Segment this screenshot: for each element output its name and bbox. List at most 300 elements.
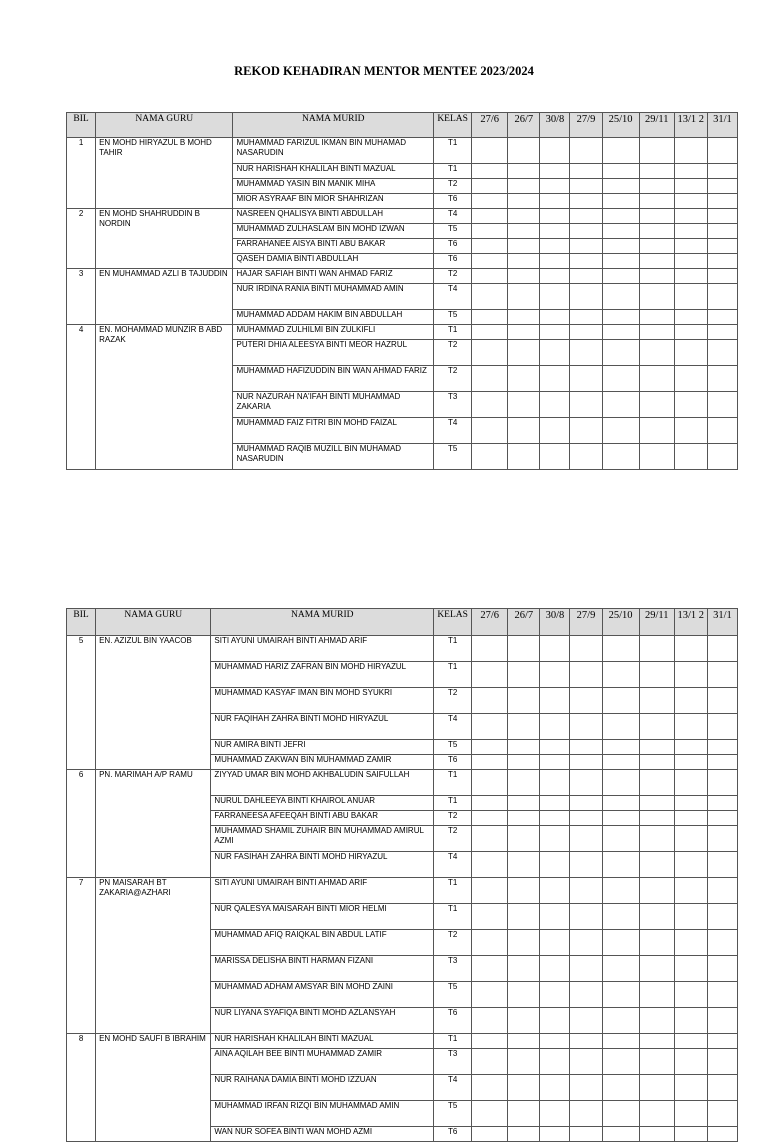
- attendance-cell[interactable]: [540, 194, 570, 209]
- attendance-cell[interactable]: [674, 1101, 707, 1127]
- attendance-cell[interactable]: [639, 325, 674, 340]
- attendance-cell[interactable]: [540, 878, 570, 904]
- attendance-cell[interactable]: [570, 1008, 602, 1034]
- attendance-cell[interactable]: [602, 688, 639, 714]
- attendance-cell[interactable]: [674, 930, 707, 956]
- attendance-cell[interactable]: [540, 904, 570, 930]
- attendance-cell[interactable]: [540, 179, 570, 194]
- attendance-cell[interactable]: [674, 956, 707, 982]
- attendance-cell[interactable]: [540, 418, 570, 444]
- attendance-cell[interactable]: [707, 714, 737, 740]
- attendance-cell[interactable]: [639, 1008, 674, 1034]
- attendance-cell[interactable]: [472, 770, 508, 796]
- attendance-cell[interactable]: [602, 1008, 639, 1034]
- attendance-cell[interactable]: [602, 164, 639, 179]
- attendance-cell[interactable]: [570, 194, 602, 209]
- attendance-cell[interactable]: [570, 269, 602, 284]
- attendance-cell[interactable]: [639, 209, 674, 224]
- attendance-cell[interactable]: [707, 194, 737, 209]
- attendance-cell[interactable]: [540, 269, 570, 284]
- attendance-cell[interactable]: [472, 878, 508, 904]
- attendance-cell[interactable]: [540, 340, 570, 366]
- attendance-cell[interactable]: [674, 325, 707, 340]
- attendance-cell[interactable]: [570, 811, 602, 826]
- attendance-cell[interactable]: [508, 239, 540, 254]
- attendance-cell[interactable]: [472, 1008, 508, 1034]
- attendance-cell[interactable]: [707, 366, 737, 392]
- attendance-cell[interactable]: [540, 688, 570, 714]
- attendance-cell[interactable]: [508, 179, 540, 194]
- attendance-cell[interactable]: [707, 1008, 737, 1034]
- attendance-cell[interactable]: [472, 904, 508, 930]
- attendance-cell[interactable]: [674, 796, 707, 811]
- attendance-cell[interactable]: [639, 310, 674, 325]
- attendance-cell[interactable]: [508, 956, 540, 982]
- attendance-cell[interactable]: [508, 796, 540, 811]
- attendance-cell[interactable]: [508, 254, 540, 269]
- attendance-cell[interactable]: [707, 956, 737, 982]
- attendance-cell[interactable]: [472, 982, 508, 1008]
- attendance-cell[interactable]: [674, 982, 707, 1008]
- attendance-cell[interactable]: [674, 1127, 707, 1142]
- attendance-cell[interactable]: [472, 269, 508, 284]
- attendance-cell[interactable]: [707, 444, 737, 470]
- attendance-cell[interactable]: [540, 224, 570, 239]
- attendance-cell[interactable]: [674, 1075, 707, 1101]
- attendance-cell[interactable]: [639, 930, 674, 956]
- attendance-cell[interactable]: [602, 904, 639, 930]
- attendance-cell[interactable]: [707, 826, 737, 852]
- attendance-cell[interactable]: [508, 310, 540, 325]
- attendance-cell[interactable]: [508, 269, 540, 284]
- attendance-cell[interactable]: [570, 340, 602, 366]
- attendance-cell[interactable]: [540, 930, 570, 956]
- attendance-cell[interactable]: [674, 662, 707, 688]
- attendance-cell[interactable]: [602, 662, 639, 688]
- attendance-cell[interactable]: [508, 224, 540, 239]
- attendance-cell[interactable]: [602, 1049, 639, 1075]
- attendance-cell[interactable]: [508, 1075, 540, 1101]
- attendance-cell[interactable]: [540, 392, 570, 418]
- attendance-cell[interactable]: [508, 209, 540, 224]
- attendance-cell[interactable]: [570, 714, 602, 740]
- attendance-cell[interactable]: [639, 254, 674, 269]
- attendance-cell[interactable]: [639, 956, 674, 982]
- attendance-cell[interactable]: [674, 366, 707, 392]
- attendance-cell[interactable]: [570, 179, 602, 194]
- attendance-cell[interactable]: [674, 1008, 707, 1034]
- attendance-cell[interactable]: [707, 164, 737, 179]
- attendance-cell[interactable]: [472, 179, 508, 194]
- attendance-cell[interactable]: [602, 310, 639, 325]
- attendance-cell[interactable]: [707, 1127, 737, 1142]
- attendance-cell[interactable]: [674, 1049, 707, 1075]
- attendance-cell[interactable]: [639, 904, 674, 930]
- attendance-cell[interactable]: [602, 1075, 639, 1101]
- attendance-cell[interactable]: [639, 811, 674, 826]
- attendance-cell[interactable]: [508, 418, 540, 444]
- attendance-cell[interactable]: [540, 1034, 570, 1049]
- attendance-cell[interactable]: [707, 392, 737, 418]
- attendance-cell[interactable]: [540, 852, 570, 878]
- attendance-cell[interactable]: [602, 209, 639, 224]
- attendance-cell[interactable]: [472, 164, 508, 179]
- attendance-cell[interactable]: [639, 740, 674, 755]
- attendance-cell[interactable]: [570, 636, 602, 662]
- attendance-cell[interactable]: [570, 164, 602, 179]
- attendance-cell[interactable]: [508, 392, 540, 418]
- attendance-cell[interactable]: [540, 239, 570, 254]
- attendance-cell[interactable]: [602, 1127, 639, 1142]
- attendance-cell[interactable]: [472, 1049, 508, 1075]
- attendance-cell[interactable]: [639, 1049, 674, 1075]
- attendance-cell[interactable]: [570, 688, 602, 714]
- attendance-cell[interactable]: [602, 392, 639, 418]
- attendance-cell[interactable]: [570, 310, 602, 325]
- attendance-cell[interactable]: [508, 340, 540, 366]
- attendance-cell[interactable]: [508, 662, 540, 688]
- attendance-cell[interactable]: [540, 164, 570, 179]
- attendance-cell[interactable]: [707, 878, 737, 904]
- attendance-cell[interactable]: [639, 1034, 674, 1049]
- attendance-cell[interactable]: [674, 904, 707, 930]
- attendance-cell[interactable]: [540, 310, 570, 325]
- attendance-cell[interactable]: [472, 254, 508, 269]
- attendance-cell[interactable]: [570, 138, 602, 164]
- attendance-cell[interactable]: [707, 239, 737, 254]
- attendance-cell[interactable]: [570, 392, 602, 418]
- attendance-cell[interactable]: [602, 1101, 639, 1127]
- attendance-cell[interactable]: [570, 1034, 602, 1049]
- attendance-cell[interactable]: [540, 956, 570, 982]
- attendance-cell[interactable]: [540, 662, 570, 688]
- attendance-cell[interactable]: [472, 636, 508, 662]
- attendance-cell[interactable]: [602, 755, 639, 770]
- attendance-cell[interactable]: [674, 164, 707, 179]
- attendance-cell[interactable]: [570, 284, 602, 310]
- attendance-cell[interactable]: [540, 366, 570, 392]
- attendance-cell[interactable]: [639, 239, 674, 254]
- attendance-cell[interactable]: [602, 224, 639, 239]
- attendance-cell[interactable]: [570, 878, 602, 904]
- attendance-cell[interactable]: [570, 325, 602, 340]
- attendance-cell[interactable]: [707, 982, 737, 1008]
- attendance-cell[interactable]: [508, 770, 540, 796]
- attendance-cell[interactable]: [707, 1049, 737, 1075]
- attendance-cell[interactable]: [472, 688, 508, 714]
- attendance-cell[interactable]: [639, 418, 674, 444]
- attendance-cell[interactable]: [602, 740, 639, 755]
- attendance-cell[interactable]: [508, 1049, 540, 1075]
- attendance-cell[interactable]: [472, 1034, 508, 1049]
- attendance-cell[interactable]: [602, 826, 639, 852]
- attendance-cell[interactable]: [639, 688, 674, 714]
- attendance-cell[interactable]: [472, 444, 508, 470]
- attendance-cell[interactable]: [639, 284, 674, 310]
- attendance-cell[interactable]: [674, 826, 707, 852]
- attendance-cell[interactable]: [674, 310, 707, 325]
- attendance-cell[interactable]: [602, 179, 639, 194]
- attendance-cell[interactable]: [707, 325, 737, 340]
- attendance-cell[interactable]: [472, 930, 508, 956]
- attendance-cell[interactable]: [674, 1034, 707, 1049]
- attendance-cell[interactable]: [472, 209, 508, 224]
- attendance-cell[interactable]: [674, 852, 707, 878]
- attendance-cell[interactable]: [472, 138, 508, 164]
- attendance-cell[interactable]: [508, 1008, 540, 1034]
- attendance-cell[interactable]: [602, 956, 639, 982]
- attendance-cell[interactable]: [472, 310, 508, 325]
- attendance-cell[interactable]: [602, 366, 639, 392]
- attendance-cell[interactable]: [570, 755, 602, 770]
- attendance-cell[interactable]: [707, 852, 737, 878]
- attendance-cell[interactable]: [570, 904, 602, 930]
- attendance-cell[interactable]: [674, 740, 707, 755]
- attendance-cell[interactable]: [570, 239, 602, 254]
- attendance-cell[interactable]: [508, 878, 540, 904]
- attendance-cell[interactable]: [639, 714, 674, 740]
- attendance-cell[interactable]: [472, 325, 508, 340]
- attendance-cell[interactable]: [570, 224, 602, 239]
- attendance-cell[interactable]: [639, 662, 674, 688]
- attendance-cell[interactable]: [707, 1075, 737, 1101]
- attendance-cell[interactable]: [674, 179, 707, 194]
- attendance-cell[interactable]: [570, 209, 602, 224]
- attendance-cell[interactable]: [707, 1034, 737, 1049]
- attendance-cell[interactable]: [602, 852, 639, 878]
- attendance-cell[interactable]: [602, 254, 639, 269]
- attendance-cell[interactable]: [602, 418, 639, 444]
- attendance-cell[interactable]: [707, 254, 737, 269]
- attendance-cell[interactable]: [570, 826, 602, 852]
- attendance-cell[interactable]: [540, 755, 570, 770]
- attendance-cell[interactable]: [674, 392, 707, 418]
- attendance-cell[interactable]: [472, 239, 508, 254]
- attendance-cell[interactable]: [540, 1101, 570, 1127]
- attendance-cell[interactable]: [674, 755, 707, 770]
- attendance-cell[interactable]: [602, 284, 639, 310]
- attendance-cell[interactable]: [508, 930, 540, 956]
- attendance-cell[interactable]: [639, 1075, 674, 1101]
- attendance-cell[interactable]: [508, 366, 540, 392]
- attendance-cell[interactable]: [570, 1101, 602, 1127]
- attendance-cell[interactable]: [602, 444, 639, 470]
- attendance-cell[interactable]: [602, 1034, 639, 1049]
- attendance-cell[interactable]: [472, 284, 508, 310]
- attendance-cell[interactable]: [707, 904, 737, 930]
- attendance-cell[interactable]: [508, 1101, 540, 1127]
- attendance-cell[interactable]: [602, 269, 639, 284]
- attendance-cell[interactable]: [472, 811, 508, 826]
- attendance-cell[interactable]: [707, 662, 737, 688]
- attendance-cell[interactable]: [570, 366, 602, 392]
- attendance-cell[interactable]: [639, 636, 674, 662]
- attendance-cell[interactable]: [472, 418, 508, 444]
- attendance-cell[interactable]: [707, 1101, 737, 1127]
- attendance-cell[interactable]: [602, 138, 639, 164]
- attendance-cell[interactable]: [570, 740, 602, 755]
- attendance-cell[interactable]: [570, 852, 602, 878]
- attendance-cell[interactable]: [508, 811, 540, 826]
- attendance-cell[interactable]: [472, 1075, 508, 1101]
- attendance-cell[interactable]: [707, 811, 737, 826]
- attendance-cell[interactable]: [707, 138, 737, 164]
- attendance-cell[interactable]: [639, 340, 674, 366]
- attendance-cell[interactable]: [472, 755, 508, 770]
- attendance-cell[interactable]: [674, 688, 707, 714]
- attendance-cell[interactable]: [639, 770, 674, 796]
- attendance-cell[interactable]: [674, 444, 707, 470]
- attendance-cell[interactable]: [508, 688, 540, 714]
- attendance-cell[interactable]: [570, 930, 602, 956]
- attendance-cell[interactable]: [639, 1127, 674, 1142]
- attendance-cell[interactable]: [472, 826, 508, 852]
- attendance-cell[interactable]: [707, 770, 737, 796]
- attendance-cell[interactable]: [707, 284, 737, 310]
- attendance-cell[interactable]: [540, 796, 570, 811]
- attendance-cell[interactable]: [472, 796, 508, 811]
- attendance-cell[interactable]: [707, 224, 737, 239]
- attendance-cell[interactable]: [570, 254, 602, 269]
- attendance-cell[interactable]: [674, 340, 707, 366]
- attendance-cell[interactable]: [602, 714, 639, 740]
- attendance-cell[interactable]: [508, 852, 540, 878]
- attendance-cell[interactable]: [639, 1101, 674, 1127]
- attendance-cell[interactable]: [540, 1008, 570, 1034]
- attendance-cell[interactable]: [540, 284, 570, 310]
- attendance-cell[interactable]: [639, 224, 674, 239]
- attendance-cell[interactable]: [570, 770, 602, 796]
- attendance-cell[interactable]: [639, 366, 674, 392]
- attendance-cell[interactable]: [674, 418, 707, 444]
- attendance-cell[interactable]: [472, 194, 508, 209]
- attendance-cell[interactable]: [508, 1127, 540, 1142]
- attendance-cell[interactable]: [707, 179, 737, 194]
- attendance-cell[interactable]: [540, 770, 570, 796]
- attendance-cell[interactable]: [674, 284, 707, 310]
- attendance-cell[interactable]: [674, 254, 707, 269]
- attendance-cell[interactable]: [570, 444, 602, 470]
- attendance-cell[interactable]: [602, 239, 639, 254]
- attendance-cell[interactable]: [540, 209, 570, 224]
- attendance-cell[interactable]: [570, 418, 602, 444]
- attendance-cell[interactable]: [508, 194, 540, 209]
- attendance-cell[interactable]: [472, 340, 508, 366]
- attendance-cell[interactable]: [508, 714, 540, 740]
- attendance-cell[interactable]: [472, 852, 508, 878]
- attendance-cell[interactable]: [639, 852, 674, 878]
- attendance-cell[interactable]: [674, 224, 707, 239]
- attendance-cell[interactable]: [508, 740, 540, 755]
- attendance-cell[interactable]: [707, 310, 737, 325]
- attendance-cell[interactable]: [508, 826, 540, 852]
- attendance-cell[interactable]: [639, 755, 674, 770]
- attendance-cell[interactable]: [540, 1075, 570, 1101]
- attendance-cell[interactable]: [540, 826, 570, 852]
- attendance-cell[interactable]: [674, 269, 707, 284]
- attendance-cell[interactable]: [707, 930, 737, 956]
- attendance-cell[interactable]: [674, 878, 707, 904]
- attendance-cell[interactable]: [602, 796, 639, 811]
- attendance-cell[interactable]: [674, 194, 707, 209]
- attendance-cell[interactable]: [639, 138, 674, 164]
- attendance-cell[interactable]: [602, 930, 639, 956]
- attendance-cell[interactable]: [540, 740, 570, 755]
- attendance-cell[interactable]: [639, 392, 674, 418]
- attendance-cell[interactable]: [472, 1101, 508, 1127]
- attendance-cell[interactable]: [570, 982, 602, 1008]
- attendance-cell[interactable]: [540, 636, 570, 662]
- attendance-cell[interactable]: [540, 325, 570, 340]
- attendance-cell[interactable]: [472, 224, 508, 239]
- attendance-cell[interactable]: [508, 982, 540, 1008]
- attendance-cell[interactable]: [508, 904, 540, 930]
- attendance-cell[interactable]: [639, 194, 674, 209]
- attendance-cell[interactable]: [508, 636, 540, 662]
- attendance-cell[interactable]: [602, 194, 639, 209]
- attendance-cell[interactable]: [508, 138, 540, 164]
- attendance-cell[interactable]: [570, 662, 602, 688]
- attendance-cell[interactable]: [540, 1127, 570, 1142]
- attendance-cell[interactable]: [707, 269, 737, 284]
- attendance-cell[interactable]: [570, 1075, 602, 1101]
- attendance-cell[interactable]: [674, 811, 707, 826]
- attendance-cell[interactable]: [472, 366, 508, 392]
- attendance-cell[interactable]: [707, 796, 737, 811]
- attendance-cell[interactable]: [707, 688, 737, 714]
- attendance-cell[interactable]: [570, 1127, 602, 1142]
- attendance-cell[interactable]: [540, 1049, 570, 1075]
- attendance-cell[interactable]: [472, 662, 508, 688]
- attendance-cell[interactable]: [540, 982, 570, 1008]
- attendance-cell[interactable]: [639, 796, 674, 811]
- attendance-cell[interactable]: [508, 444, 540, 470]
- attendance-cell[interactable]: [602, 770, 639, 796]
- attendance-cell[interactable]: [602, 325, 639, 340]
- attendance-cell[interactable]: [639, 982, 674, 1008]
- attendance-cell[interactable]: [639, 826, 674, 852]
- attendance-cell[interactable]: [707, 740, 737, 755]
- attendance-cell[interactable]: [508, 1034, 540, 1049]
- attendance-cell[interactable]: [540, 811, 570, 826]
- attendance-cell[interactable]: [674, 714, 707, 740]
- attendance-cell[interactable]: [602, 982, 639, 1008]
- attendance-cell[interactable]: [674, 239, 707, 254]
- attendance-cell[interactable]: [472, 714, 508, 740]
- attendance-cell[interactable]: [508, 284, 540, 310]
- attendance-cell[interactable]: [570, 796, 602, 811]
- attendance-cell[interactable]: [540, 714, 570, 740]
- attendance-cell[interactable]: [639, 269, 674, 284]
- attendance-cell[interactable]: [472, 392, 508, 418]
- attendance-cell[interactable]: [472, 956, 508, 982]
- attendance-cell[interactable]: [639, 878, 674, 904]
- attendance-cell[interactable]: [707, 418, 737, 444]
- attendance-cell[interactable]: [707, 636, 737, 662]
- attendance-cell[interactable]: [540, 254, 570, 269]
- attendance-cell[interactable]: [472, 740, 508, 755]
- attendance-cell[interactable]: [707, 755, 737, 770]
- attendance-cell[interactable]: [570, 956, 602, 982]
- attendance-cell[interactable]: [674, 636, 707, 662]
- attendance-cell[interactable]: [508, 325, 540, 340]
- attendance-cell[interactable]: [570, 1049, 602, 1075]
- attendance-cell[interactable]: [639, 444, 674, 470]
- attendance-cell[interactable]: [508, 755, 540, 770]
- attendance-cell[interactable]: [639, 164, 674, 179]
- attendance-cell[interactable]: [639, 179, 674, 194]
- attendance-cell[interactable]: [674, 209, 707, 224]
